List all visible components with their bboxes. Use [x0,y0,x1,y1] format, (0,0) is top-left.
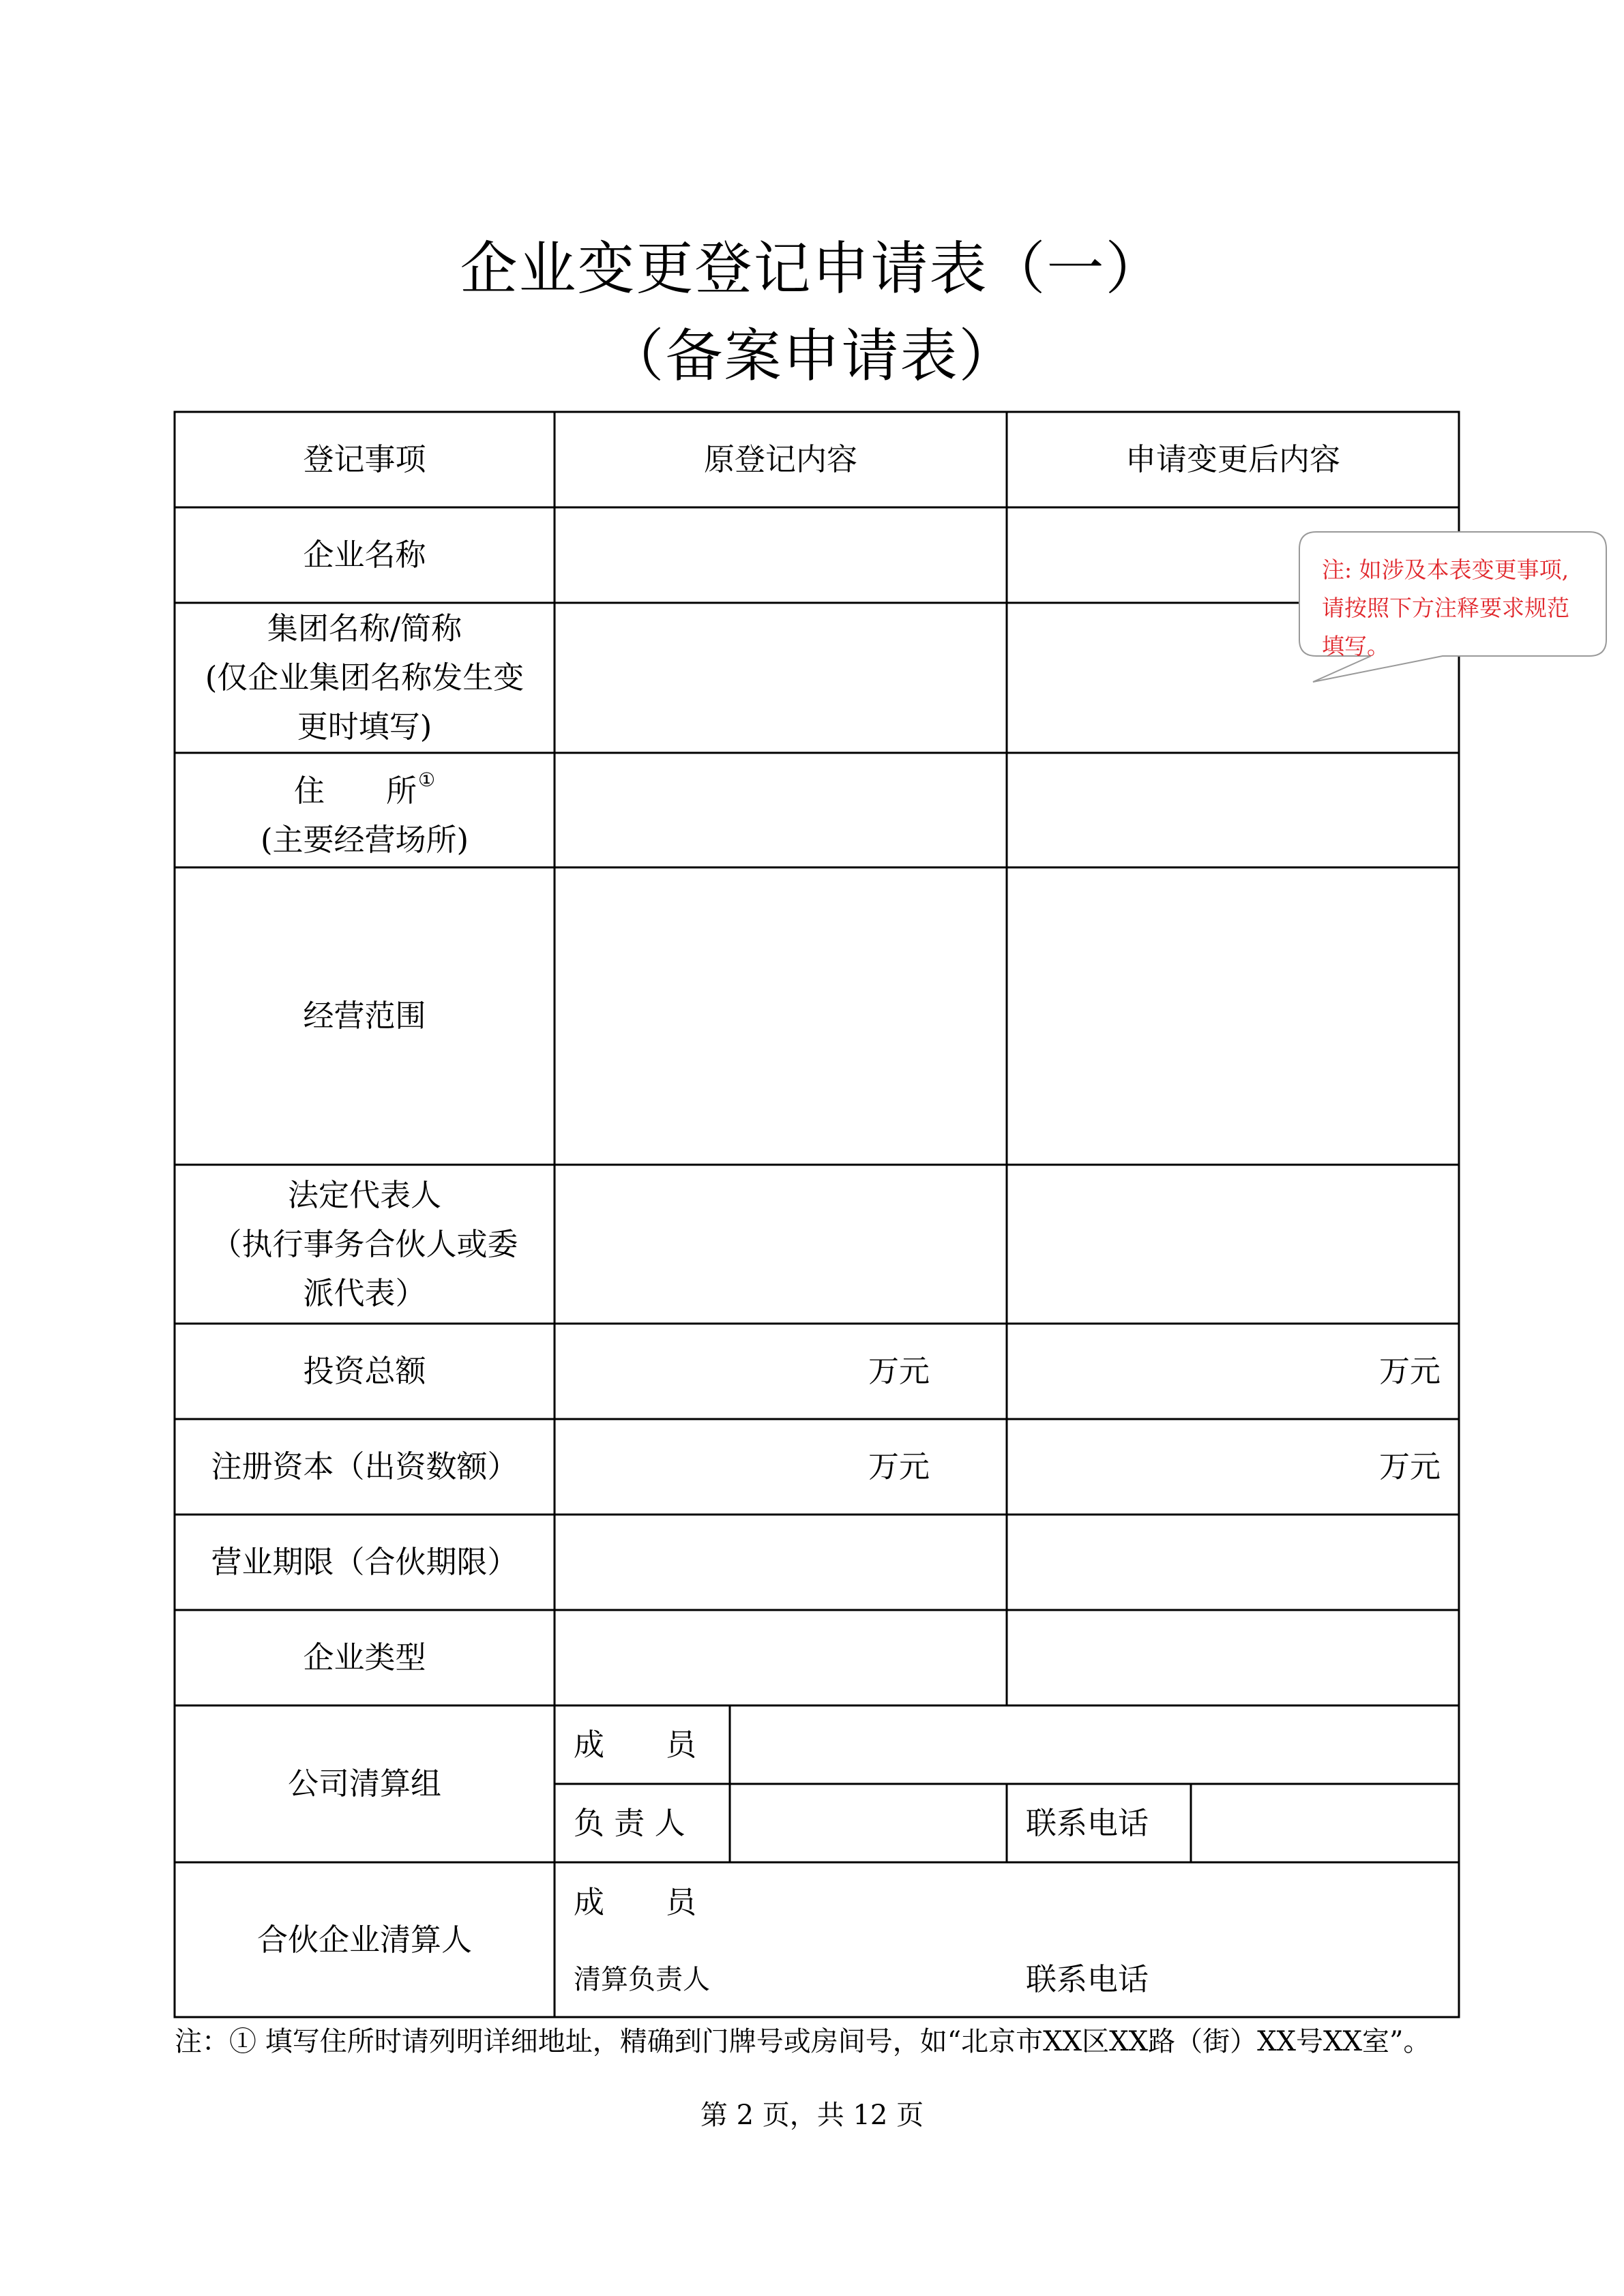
scope-original-field[interactable] [555,867,1007,1165]
liquidation-leader-field[interactable] [730,1784,1007,1862]
label-group-line2: (仅企业集团名称发生变 [205,659,525,696]
label-legal-line1: 法定代表人 [287,1176,441,1213]
label-partner-liquidator: 合伙企业清算人 [256,1921,472,1958]
liquidation-phone-label: 联系电话 [1026,1804,1149,1841]
footnote: 注：① 填写住所时请列明详细地址，精确到门牌号或房间号，如“北京市XX区XX路（街）XX号XX室”。 [175,2026,1431,2057]
legal-rep-changed-field[interactable] [1007,1165,1459,1324]
group-name-changed-field[interactable] [1007,682,1459,753]
callout-note: 注: 如涉及本表变更事项, 请按照下方注释要求规范填写。 [1322,556,1569,659]
label-group-name [175,603,555,753]
header-changed-content: 申请变更后内容 [1125,441,1340,477]
type-original-field[interactable] [555,1610,1007,1705]
label-group-line3: 更时填写) [297,709,432,745]
group-name-original-field[interactable] [555,603,1007,753]
header-original-content: 原登记内容 [703,441,857,477]
liquidation-members-field[interactable] [730,1705,1459,1784]
address-original-field[interactable] [555,753,1007,867]
label-business-term: 营业期限（合伙期限） [211,1544,518,1580]
header-registration-item: 登记事项 [303,441,426,477]
liquidation-phone-field[interactable] [1191,1784,1459,1862]
page-title: 企业变更登记申请表（一） [460,235,1164,302]
type-changed-field[interactable] [1007,1610,1459,1705]
label-enterprise-type: 企业类型 [303,1639,426,1675]
label-address [175,753,555,867]
footnote-marker: ① [417,769,436,791]
capital-changed-unit: 万元 [1378,1448,1441,1485]
label-group-line1: 集团名称/简称 [267,610,462,646]
label-address-line1: 住 所① [293,769,436,809]
partner-phone-label: 联系电话 [1026,1961,1149,1997]
enterprise-name-original-field[interactable] [555,507,1007,603]
term-changed-field[interactable] [1007,1515,1459,1610]
investment-original-unit: 万元 [868,1353,930,1389]
label-legal-line2: （执行事务合伙人或委 [211,1225,518,1262]
label-liquidation-group: 公司清算组 [287,1765,441,1802]
label-total-investment: 投资总额 [303,1353,426,1389]
scope-changed-field[interactable] [1007,867,1459,1165]
label-registered-capital: 注册资本（出资数额） [211,1448,518,1485]
capital-original-unit: 万元 [868,1448,930,1485]
page-subtitle: （备案申请表） [606,323,1018,389]
term-original-field[interactable] [555,1515,1007,1610]
label-address-line2: (主要经营场所) [260,822,469,858]
liquidation-members-label: 成 员 [574,1726,697,1763]
partner-leader-label: 清算负责人 [574,1964,710,1995]
partner-members-label: 成 员 [574,1884,697,1920]
label-legal-line3: 派代表） [303,1274,426,1311]
label-legal-rep [175,1165,555,1324]
legal-rep-original-field[interactable] [555,1165,1007,1324]
address-changed-field[interactable] [1007,753,1459,867]
page-number: 第 2 页，共 12 页 [700,2100,924,2131]
investment-changed-unit: 万元 [1378,1353,1441,1389]
liquidation-leader-label: 负 责 人 [574,1804,685,1841]
label-business-scope: 经营范围 [303,998,426,1034]
label-enterprise-name: 企业名称 [303,537,426,573]
